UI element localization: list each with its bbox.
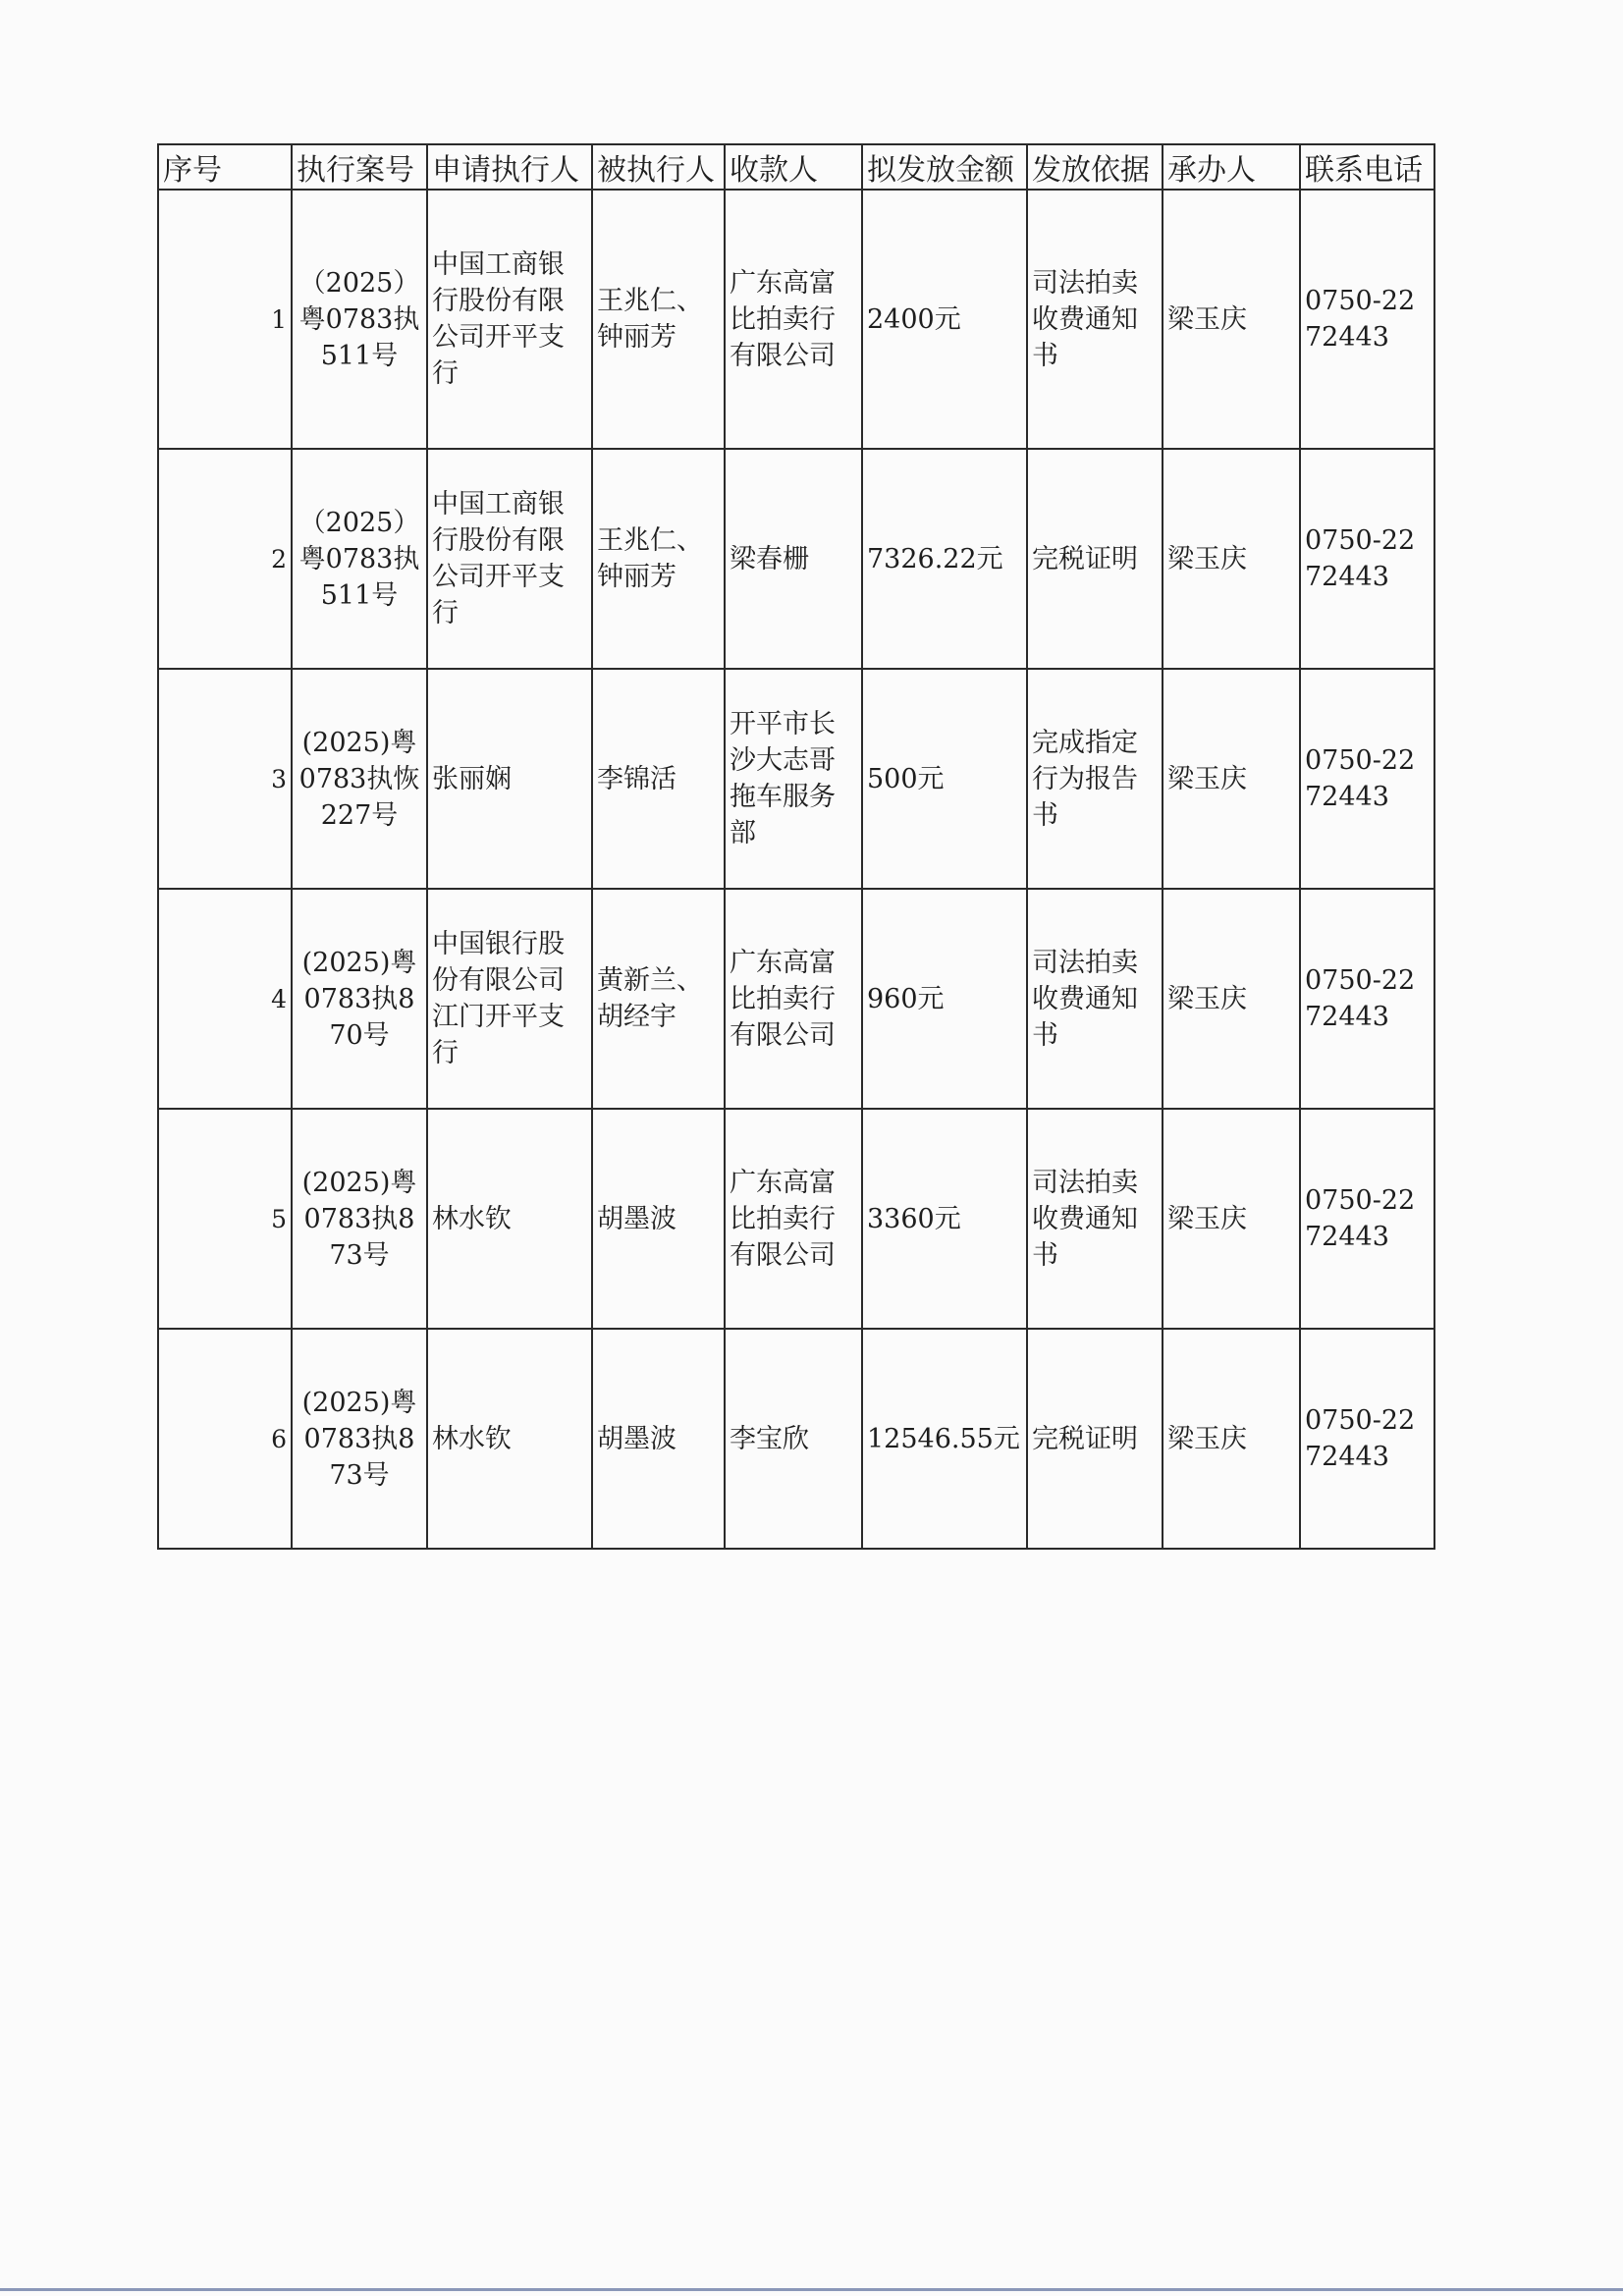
table-row: [158, 889, 1434, 1109]
header-applicant: 申请执行人: [427, 144, 592, 190]
cell-handler: 梁玉庆: [1163, 190, 1300, 449]
cell-case-no: (2025)粤0783执870号: [292, 889, 427, 1109]
cell-amount: 3360元: [862, 1109, 1027, 1329]
header-basis: 发放依据: [1027, 144, 1163, 190]
cell-phone: 0750-2272443: [1300, 669, 1434, 889]
cell-payee: 广东高富比拍卖行有限公司: [725, 889, 862, 1109]
table-row: [158, 190, 1434, 449]
cell-handler: 梁玉庆: [1163, 669, 1300, 889]
disbursement-table: [157, 143, 1435, 1550]
cell-respondent: 王兆仁、钟丽芳: [592, 190, 725, 449]
cell-basis: 司法拍卖收费通知书: [1027, 190, 1163, 449]
cell-amount: 12546.55元: [862, 1329, 1027, 1549]
cell-seq: 3: [158, 669, 292, 889]
cell-respondent: 李锦活: [592, 669, 725, 889]
cell-seq: 6: [158, 1329, 292, 1549]
header-respondent: 被执行人: [592, 144, 725, 190]
cell-respondent: 胡墨波: [592, 1109, 725, 1329]
cell-handler: 梁玉庆: [1163, 1329, 1300, 1549]
header-amount: 拟发放金额: [862, 144, 1027, 190]
cell-basis: 司法拍卖收费通知书: [1027, 1109, 1163, 1329]
cell-phone: 0750-2272443: [1300, 1109, 1434, 1329]
table-row: [158, 449, 1434, 669]
header-seq: 序号: [158, 144, 292, 190]
cell-amount: 7326.22元: [862, 449, 1027, 669]
cell-handler: 梁玉庆: [1163, 1109, 1300, 1329]
cell-applicant: 中国银行股份有限公司江门开平支行: [427, 889, 592, 1109]
cell-basis: 完税证明: [1027, 1329, 1163, 1549]
cell-case-no: (2025)粤0783执873号: [292, 1329, 427, 1549]
cell-case-no: （2025）粤0783执511号: [292, 449, 427, 669]
header-case-no: 执行案号: [292, 144, 427, 190]
cell-amount: 960元: [862, 889, 1027, 1109]
cell-seq: 5: [158, 1109, 292, 1329]
table-row: [158, 669, 1434, 889]
cell-phone: 0750-2272443: [1300, 190, 1434, 449]
cell-phone: 0750-2272443: [1300, 449, 1434, 669]
cell-respondent: 王兆仁、钟丽芳: [592, 449, 725, 669]
cell-payee: 开平市长沙大志哥拖车服务部: [725, 669, 862, 889]
table-row: [158, 1109, 1434, 1329]
cell-amount: 500元: [862, 669, 1027, 889]
cell-payee: 李宝欣: [725, 1329, 862, 1549]
table-row: [158, 1329, 1434, 1549]
cell-handler: 梁玉庆: [1163, 449, 1300, 669]
cell-phone: 0750-2272443: [1300, 889, 1434, 1109]
cell-payee: 广东高富比拍卖行有限公司: [725, 190, 862, 449]
cell-respondent: 黄新兰、胡经宇: [592, 889, 725, 1109]
cell-basis: 完税证明: [1027, 449, 1163, 669]
cell-respondent: 胡墨波: [592, 1329, 725, 1549]
cell-payee: 广东高富比拍卖行有限公司: [725, 1109, 862, 1329]
cell-case-no: (2025)粤0783执恢227号: [292, 669, 427, 889]
cell-amount: 2400元: [862, 190, 1027, 449]
cell-seq: 1: [158, 190, 292, 449]
cell-case-no: (2025)粤0783执873号: [292, 1109, 427, 1329]
header-row: [158, 144, 1434, 190]
cell-applicant: 张丽娴: [427, 669, 592, 889]
cell-applicant: 中国工商银行股份有限公司开平支行: [427, 449, 592, 669]
header-phone: 联系电话: [1300, 144, 1434, 190]
page-bottom-rule: [0, 2288, 1623, 2291]
cell-seq: 2: [158, 449, 292, 669]
cell-basis: 司法拍卖收费通知书: [1027, 889, 1163, 1109]
header-handler: 承办人: [1163, 144, 1300, 190]
cell-phone: 0750-2272443: [1300, 1329, 1434, 1549]
cell-applicant: 林水钦: [427, 1109, 592, 1329]
header-payee: 收款人: [725, 144, 862, 190]
cell-seq: 4: [158, 889, 292, 1109]
cell-applicant: 中国工商银行股份有限公司开平支行: [427, 190, 592, 449]
cell-basis: 完成指定行为报告书: [1027, 669, 1163, 889]
cell-applicant: 林水钦: [427, 1329, 592, 1549]
cell-handler: 梁玉庆: [1163, 889, 1300, 1109]
cell-case-no: （2025）粤0783执511号: [292, 190, 427, 449]
cell-payee: 梁春栅: [725, 449, 862, 669]
